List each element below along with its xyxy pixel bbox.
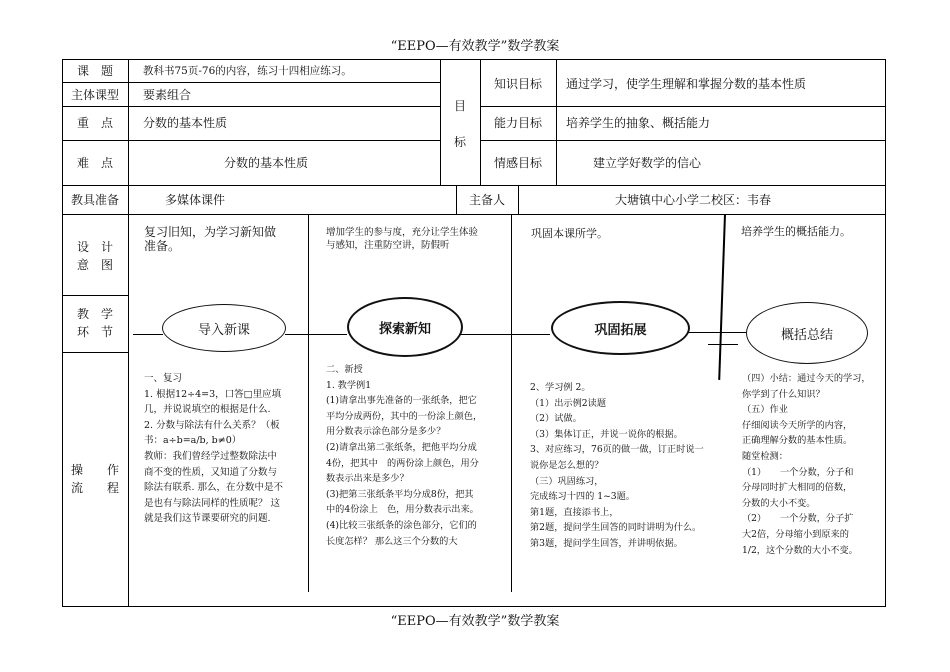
process-col2-line: 二、新授 <box>326 364 363 375</box>
process-col1-line: 1. 根据12÷4=3，口答□里应填 <box>144 388 282 400</box>
preparer-label: 主备人 <box>468 193 505 207</box>
process-col3-line: 2、学习例 2。 <box>530 382 591 393</box>
row-line <box>62 82 440 83</box>
process-col1-line: 除法有联系. 那么，在分数中是不 <box>144 482 284 494</box>
intent-col2 <box>326 226 478 252</box>
col-line <box>718 214 726 380</box>
goal-label-top: 目 <box>453 99 466 113</box>
process-col1-line: 商不变的性质，又知道了分数与 <box>144 466 278 478</box>
difficulty-value: 分数的基本性质 <box>224 156 309 170</box>
process-col4-line: 大2倍，分母缩小到原来的 <box>742 528 849 540</box>
table-bottom-border <box>62 606 886 607</box>
key-point-label: 重 点 <box>76 116 113 130</box>
process-col1-line: 几，并说说填空的根据是什么. <box>144 404 271 416</box>
knowledge-goal-value: 通过学习，使学生理解和掌握分数的基本性质 <box>566 77 807 91</box>
emotion-goal-value: 建立学好数学的信心 <box>593 156 702 170</box>
goal-label-bottom: 标 <box>453 135 466 149</box>
process-col4-line: （1） 一个分数，分子和 <box>742 466 854 478</box>
flow-connector <box>133 334 163 335</box>
process-col2-line: 数表示出来是多少？ <box>326 473 409 485</box>
process-col2-line: 用分数表示涂色部分是多少？ <box>326 426 446 438</box>
intent-col3 <box>531 227 608 241</box>
page-header-title: “EEPO—有效教学”数学教案 <box>390 39 560 54</box>
process-col4-line: 仔细阅读今天所学的内容， <box>742 419 853 431</box>
process-col2-line: (4)比较三张纸条的涂色部分，它们的 <box>326 519 477 531</box>
tools-label: 教具准备 <box>70 193 119 207</box>
process-col2-line: (2)请拿出第二张纸条，把他平均分成 <box>326 441 477 453</box>
process-col4-line: （四）小结：通过今天的学习， <box>742 373 871 384</box>
process-col1-line: 书：a÷b=a/b, b≠0） <box>144 435 242 447</box>
row-line <box>62 106 440 107</box>
tools-value: 多媒体课件 <box>165 193 226 207</box>
process-col3-line: 第1题，直接添书上， <box>530 506 619 518</box>
ability-goal-label: 能力目标 <box>493 116 542 130</box>
intent-col2-line2: 与感知，注重防空讲，防假听 <box>326 240 450 251</box>
process-col2 <box>326 362 482 549</box>
stage-summary-oval: 概括总结 <box>746 302 868 364</box>
process-col3-line: 第2题，提问学生回答的同时讲明为什么。 <box>530 522 702 534</box>
process-col1-line: 是也有与除法同样的性质呢？ 这 <box>144 497 281 509</box>
row-line <box>480 140 885 141</box>
process-label-1: 操 作 <box>70 463 119 477</box>
process-col1-line: 一、复习 <box>144 373 183 384</box>
flow-connector <box>285 334 347 335</box>
process-col1-line: 教师：我们曾经学过整数除法中 <box>144 450 278 462</box>
stage-consolidate-oval: 巩固拓展 <box>551 301 690 355</box>
process-label-2: 流 程 <box>70 481 119 495</box>
process-col1-line: 就是我们这节课要研究的问题. <box>144 513 271 525</box>
key-point-value: 分数的基本性质 <box>143 116 228 130</box>
preparer-value: 大塘镇中心小学二校区：韦春 <box>615 193 772 207</box>
teaching-link-label-2: 环 节 <box>76 325 113 339</box>
row-line <box>62 295 128 296</box>
process-col3-line: 说你是怎么想的？ <box>530 459 604 471</box>
process-col3 <box>530 380 704 552</box>
col-line <box>556 59 557 185</box>
flow-connector <box>708 344 738 345</box>
row-line <box>62 352 128 353</box>
process-col2-line: 4份，把其中 的两份涂上颜色，用分 <box>326 457 479 469</box>
process-col2-line: (3)把第三张纸条平均分成8份，把其 <box>326 488 474 500</box>
process-col1 <box>144 371 283 527</box>
intent-col1 <box>144 225 276 253</box>
col-line <box>518 185 519 214</box>
row-line <box>62 140 440 141</box>
process-col3-line: （2）试做。 <box>530 413 582 425</box>
process-col4-line: 分数的大小不变。 <box>742 497 816 509</box>
row-line <box>62 214 886 215</box>
emotion-goal-label: 情感目标 <box>493 156 542 170</box>
row-line <box>480 106 885 107</box>
design-intent-label-2: 意 图 <box>76 258 113 272</box>
intent-col4-line1: 培养学生的概括能力。 <box>741 225 851 238</box>
intent-col2-line1: 增加学生的参与度，充分让学生体验 <box>326 227 479 238</box>
process-col4 <box>742 371 871 558</box>
process-col2-line: 1. 教学例1 <box>326 379 372 391</box>
col-line <box>308 214 309 592</box>
col-line <box>128 59 129 214</box>
process-col4-line: （2） 一个分数，分子扩 <box>742 513 854 525</box>
topic-label: 课 题 <box>76 64 113 78</box>
process-col2-line: 中的4份涂上 色，用分数表示出来。 <box>326 504 479 516</box>
process-col4-line: 你学到了什么知识？ <box>742 388 825 400</box>
flow-connector <box>460 334 550 335</box>
process-col3-line: 第3题，提问学生回答，并讲明依据。 <box>530 537 683 549</box>
process-col4-line: （五）作业 <box>742 404 788 416</box>
page-footer-title: “EEPO—有效教学”数学教案 <box>390 614 560 629</box>
process-col3-line: （3）集体订正，并说一说你的根据。 <box>530 428 683 440</box>
topic-value: 教科书75页-76的内容，练习十四相应练习。 <box>143 65 352 77</box>
table-right-border <box>885 59 886 607</box>
intent-col1-line2: 准备。 <box>144 239 181 253</box>
col-line <box>128 214 129 606</box>
col-line <box>511 214 512 592</box>
intent-col4 <box>741 225 851 239</box>
col-line <box>440 59 441 185</box>
intent-col1-line1: 复习旧知，为学习新知做 <box>144 225 277 239</box>
intent-col3-line1: 巩固本课所学。 <box>531 227 608 240</box>
process-col3-line: 完成练习十四的 1~3题。 <box>530 491 635 503</box>
stage-explore-oval: 探索新知 <box>347 297 463 357</box>
process-col2-line: (1)请拿出事先准备的一张纸条，把它 <box>326 395 477 407</box>
row-line <box>62 185 886 186</box>
process-col2-line: 平均分成两份，其中的一份涂上颜色， <box>326 410 483 422</box>
process-col3-line: （三）巩固练习， <box>530 475 604 487</box>
process-col3-line: （1）出示例2读题 <box>530 397 607 409</box>
lesson-type-value: 要素组合 <box>143 88 192 102</box>
table-top-border <box>62 59 886 60</box>
ability-goal-value: 培养学生的抽象、概括能力 <box>566 116 711 130</box>
stage-intro-oval: 导入新课 <box>162 304 286 352</box>
lesson-type-label: 主体课型 <box>70 88 119 102</box>
flow-connector <box>688 332 746 333</box>
process-col4-line: 随堂检测： <box>742 450 788 462</box>
process-col1-line: 2. 分数与除法有什么关系？（板 <box>144 419 280 431</box>
difficulty-label: 难 点 <box>76 156 113 170</box>
process-col4-line: 分母同时扩大相同的倍数， <box>742 482 853 494</box>
process-col4-line: 正确理解分数的基本性质。 <box>742 435 853 447</box>
design-intent-label-1: 设 计 <box>76 240 113 254</box>
process-col2-line: 长度怎样？ 那么这三个分数的大 <box>326 535 458 547</box>
process-col3-line: 3、对应练习，76页的做一做，订正时说一 <box>530 444 704 456</box>
process-col4-line: 1/2，这个分数的大小不变。 <box>742 544 858 556</box>
knowledge-goal-label: 知识目标 <box>493 77 542 91</box>
teaching-link-label-1: 教 学 <box>76 307 113 321</box>
